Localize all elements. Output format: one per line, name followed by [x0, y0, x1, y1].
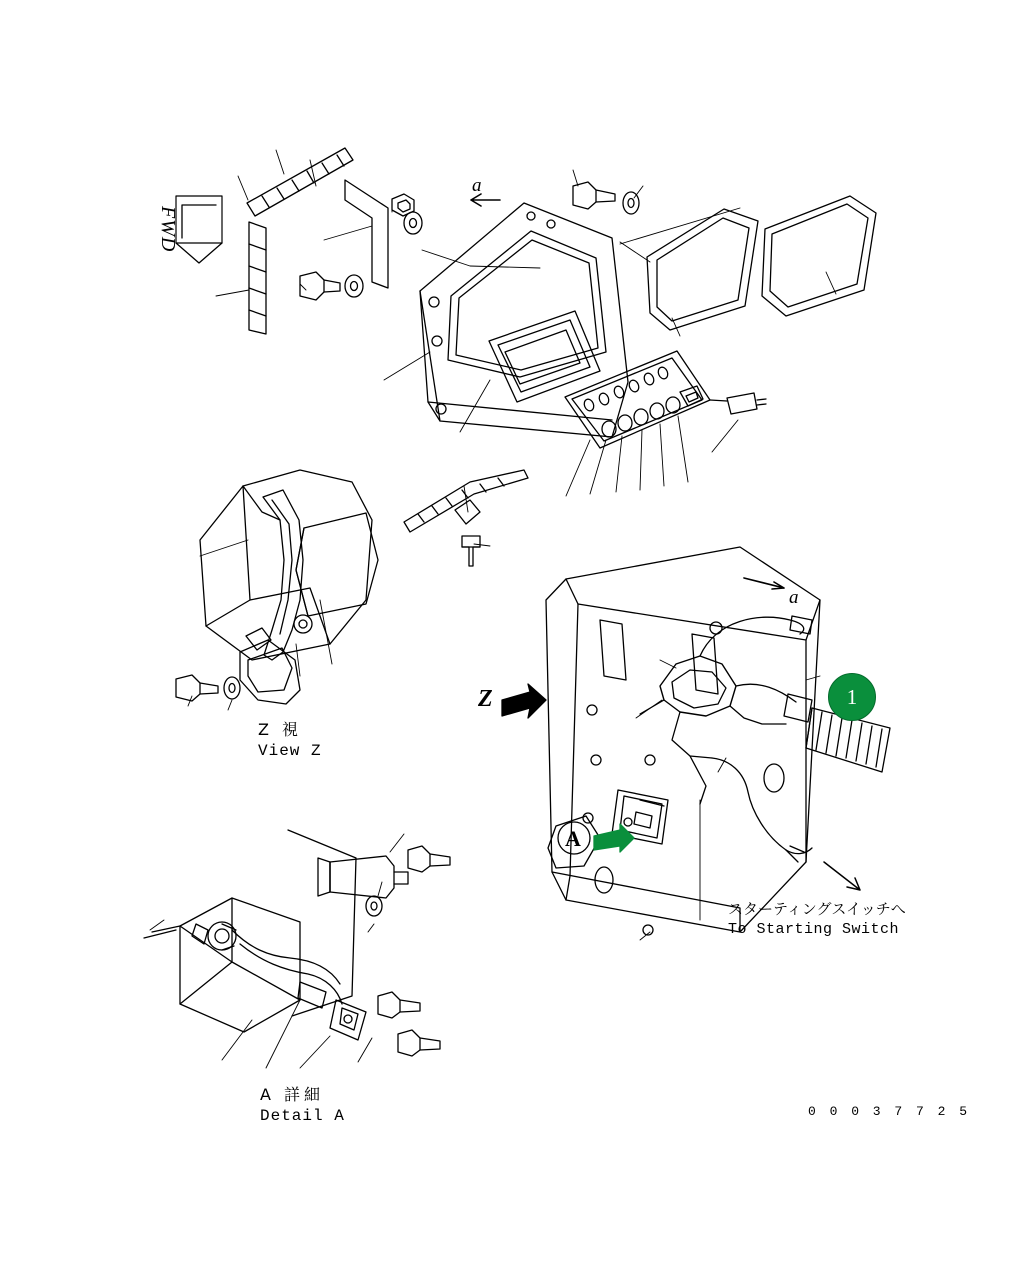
detail-a-bolt-1 — [408, 846, 450, 872]
section-mark-right-a: a — [789, 587, 799, 608]
detail-a-assembly — [144, 830, 408, 1040]
callout-1-number: 1 — [846, 684, 858, 709]
switch-knobs — [602, 386, 703, 437]
switch-panel-plate — [565, 351, 710, 448]
detail-a-marker-label: A — [565, 826, 581, 851]
detail-a-caption-jp: A 詳細 — [260, 1085, 325, 1104]
view-z-caption-en: View Z — [258, 742, 322, 760]
washer-upper-left-2 — [404, 212, 422, 234]
washer-upper-left-1 — [345, 275, 363, 297]
window-seal-rear — [647, 209, 758, 330]
rear-panel-main — [546, 547, 820, 935]
view-z-bolt — [176, 675, 218, 701]
connector-small-right — [710, 393, 766, 414]
callout-1[interactable] — [828, 673, 876, 721]
view-z-arrow-label: Z — [478, 686, 493, 712]
nut-upper-left — [392, 194, 414, 216]
fwd-arrow-marker — [176, 196, 222, 263]
view-z-washer — [224, 677, 240, 699]
connector-small-upper — [784, 694, 812, 722]
to-starting-switch-en: To Starting Switch — [728, 921, 900, 938]
bolt-top-middle-1 — [573, 182, 615, 209]
bolt-upper-left-1 — [300, 272, 340, 300]
wiper-bolt-vertical — [462, 536, 480, 566]
wiring-harness — [640, 617, 812, 862]
detail-a-bolt-2 — [378, 992, 420, 1018]
door-panel-main — [420, 203, 628, 437]
washer-top-middle — [623, 192, 639, 214]
section-arrow-right — [744, 578, 784, 589]
drawing-number: 0 0 0 3 7 7 2 5 — [808, 1104, 971, 1119]
door-seal-strip-upper — [247, 148, 353, 216]
window-glass-rear — [762, 196, 876, 316]
detail-a-caption-en: Detail A — [260, 1107, 345, 1125]
view-z-arrow — [502, 684, 546, 718]
door-seal-strip-lower — [249, 222, 266, 334]
view-z-caption-jp: Z 視 — [258, 720, 303, 739]
starting-switch-arrow — [824, 862, 860, 890]
detail-a-bolt-3 — [398, 1030, 440, 1056]
section-mark-top-a: a — [472, 175, 482, 196]
view-z-assembly — [200, 470, 378, 704]
door-frame-bar — [345, 180, 388, 288]
fwd-label: FWD — [157, 206, 179, 253]
to-starting-switch-jp: スターティングスイッチへ — [728, 900, 906, 918]
detail-a-washer — [366, 896, 382, 916]
